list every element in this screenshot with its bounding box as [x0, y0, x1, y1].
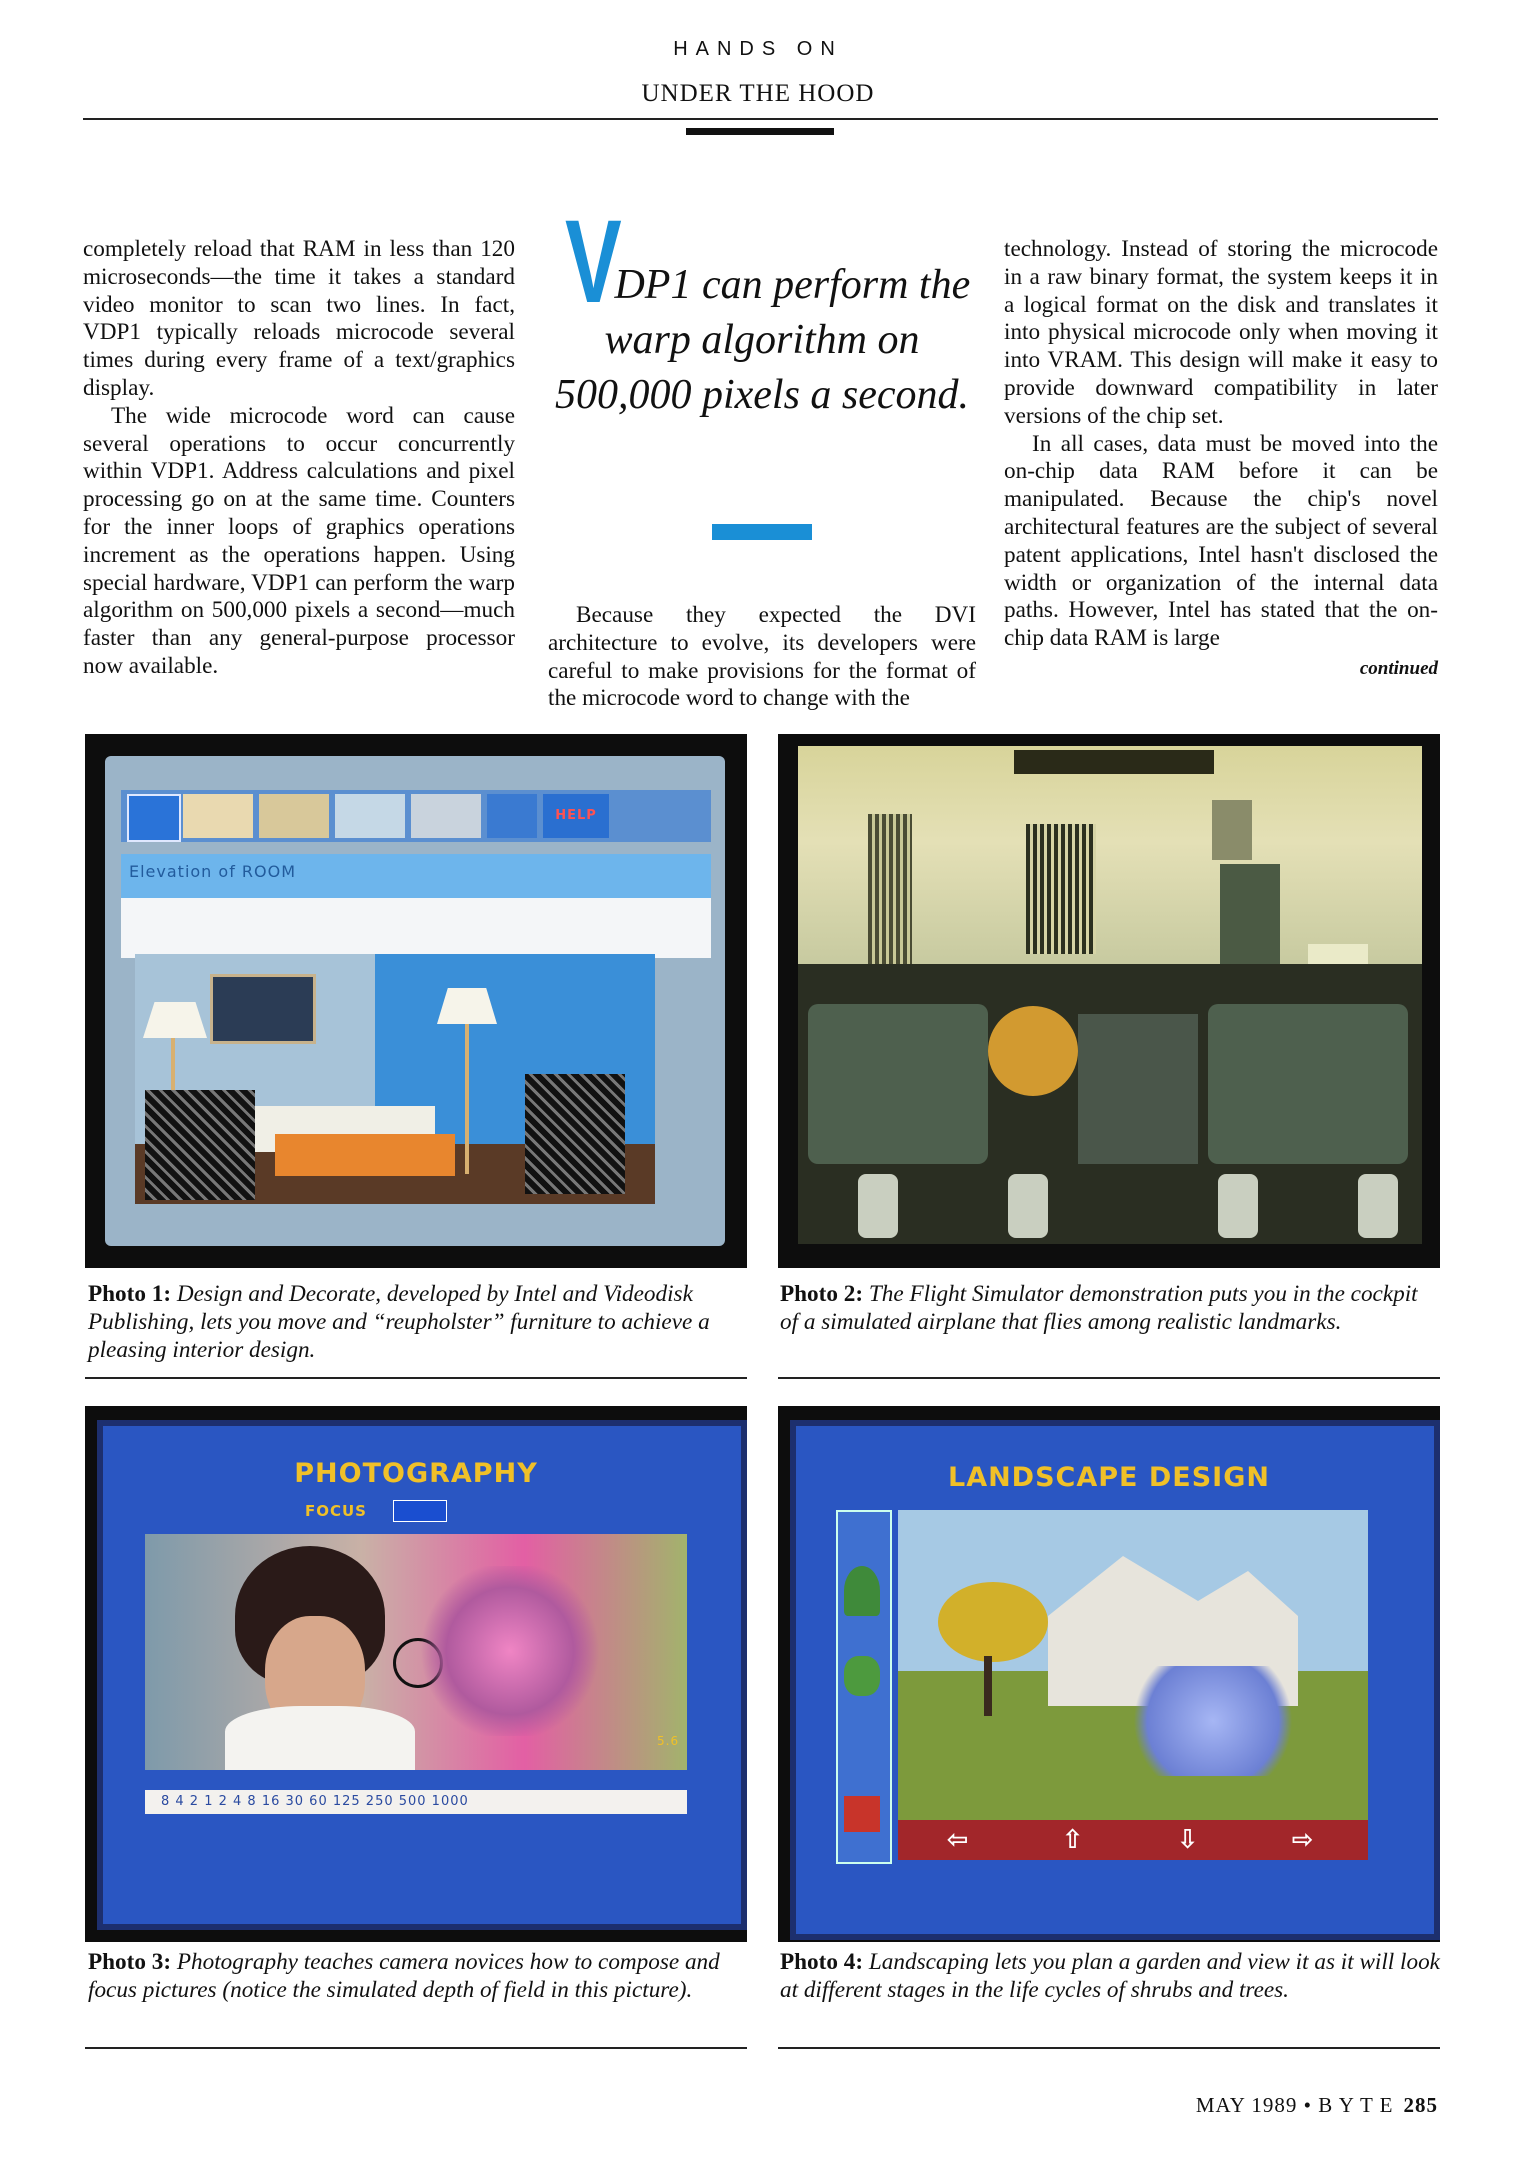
- shutter-speed-scale: 8 4 2 1 2 4 8 16 30 60 125 250 500 1000: [145, 1790, 687, 1814]
- column-3: [1004, 236, 1438, 683]
- subsection-title: UNDER THE HOOD: [641, 80, 875, 107]
- continued-label: continued: [1359, 657, 1438, 679]
- arrow-right-icon: ⇨: [1291, 1825, 1315, 1855]
- arrow-down-icon: ⇩: [1176, 1825, 1200, 1855]
- photo-2-label: Photo 2:: [780, 1281, 864, 1307]
- screen-title-landscape: LANDSCAPE DESIGN: [947, 1462, 1270, 1493]
- aperture-value: 5.6: [657, 1734, 680, 1748]
- arrow-left-icon: ⇦: [946, 1825, 970, 1855]
- photo-2-screen: [778, 734, 1440, 1268]
- room-view-icon: [335, 794, 405, 838]
- photo-2-caption-text: The Flight Simulator demonstration puts you in the cockpit of a simulated airplane that flies among realistic landmarks.: [780, 1281, 1418, 1335]
- book-icon: [259, 794, 329, 838]
- screen-title-elevation: Elevation of ROOM: [129, 862, 297, 881]
- photo-3-screen: [85, 1406, 747, 1942]
- focus-label: FOCUS: [305, 1502, 367, 1520]
- column-1: [83, 236, 515, 681]
- tree-icon: [844, 1566, 880, 1616]
- pull-quote-text: DP1 can perform the warp algorithm on 500,000 pixels a second.: [554, 262, 971, 418]
- column-3-paragraph-1: technology. Instead of storing the microcode in a raw binary format, the system keeps it in a logical format on the disk and translates it into physical microcode only when moving it into VRAM. This design will make it easy to provide downward compatibility in later versions of the chip set.: [1004, 236, 1438, 429]
- help-button: HELP: [543, 794, 609, 838]
- photo-2-caption: [780, 1280, 1440, 1336]
- page-number: 285: [1403, 2093, 1438, 2117]
- photo-4-screen: [778, 1406, 1440, 1942]
- section-title: HANDS ON: [673, 38, 843, 60]
- photo-1-caption: [88, 1280, 748, 1364]
- header-rule: [83, 118, 1438, 120]
- screen-title-photography: PHOTOGRAPHY: [294, 1458, 538, 1489]
- header-bar: [686, 128, 834, 135]
- person-icon: [411, 794, 481, 838]
- pull-quote-bar: [712, 524, 812, 540]
- photo-4-label: Photo 4:: [780, 1949, 864, 1975]
- arrow-up-icon: ⇧: [1061, 1825, 1085, 1855]
- photo-4-rule: [778, 2047, 1440, 2049]
- pull-quote-dropcap: V: [564, 196, 622, 328]
- photo-2-rule: [778, 1377, 1440, 1379]
- photo-1-screen: [85, 734, 747, 1268]
- focus-arrows-icon: [393, 1500, 447, 1522]
- column-1-paragraph-2: The wide microcode word can cause several operations to occur concurrently within VDP1. Address calculations and pixel processing go on at the same time. Counters for the inner loops of graphics operations increment as the operations happen. Using special hardware, VDP1 can perform the warp algorithm on 500,000 pixels a second—much faster than any general-purpose processor now available.: [83, 402, 515, 679]
- room-tool-icon: [127, 794, 181, 842]
- column-2: [548, 602, 976, 713]
- photo-3-label: Photo 3:: [88, 1949, 172, 1975]
- photo-1-rule: [85, 1377, 747, 1379]
- furniture-icon: [183, 794, 253, 838]
- photo-3-caption: [88, 1948, 748, 2004]
- photo-3-rule: [85, 2047, 747, 2049]
- photo-1-label: Photo 1:: [88, 1281, 172, 1307]
- shrub-icon: [844, 1656, 880, 1696]
- column-1-paragraph-1: completely reload that RAM in less than 120 microseconds—the time it takes a standard video monitor to scan two lines. In fact, VDP1 typically reloads microcode several times during every frame of a text/graphics display.: [83, 236, 515, 401]
- photo-4-caption-text: Landscaping lets you plan a garden and view it as it will look at different stages in the life cycles of shrubs and trees.: [780, 1949, 1440, 2003]
- brick-icon: [844, 1796, 880, 1832]
- issue-label: MAY 1989 • B Y T E: [1195, 2093, 1394, 2117]
- photo-3-caption-text: Photography teaches camera novices how to compose and focus pictures (notice the simulated depth of field in this picture).: [88, 1949, 720, 2003]
- pull-quote: [548, 196, 976, 423]
- door-icon: [487, 794, 537, 838]
- column-3-paragraph-2: In all cases, data must be moved into the on-chip data RAM before it can be manipulated. Because the chip's novel architectural features are the subject of several patent applications, Intel hasn't disclosed the width or organization of the internal data paths. However, Intel has stated that the on-chip data RAM is large: [1004, 430, 1438, 652]
- photo-4-caption: [780, 1948, 1440, 2004]
- page-footer: [1196, 2093, 1438, 2118]
- column-2-paragraph-1: Because they expected the DVI architecture to evolve, its developers were careful to make provisions for the format of the microcode word to change with the: [548, 602, 976, 712]
- photo-1-caption-text: Design and Decorate, developed by Intel and Videodisk Publishing, lets you move and “reupholster” furniture to achieve a pleasing interior design.: [88, 1281, 710, 1363]
